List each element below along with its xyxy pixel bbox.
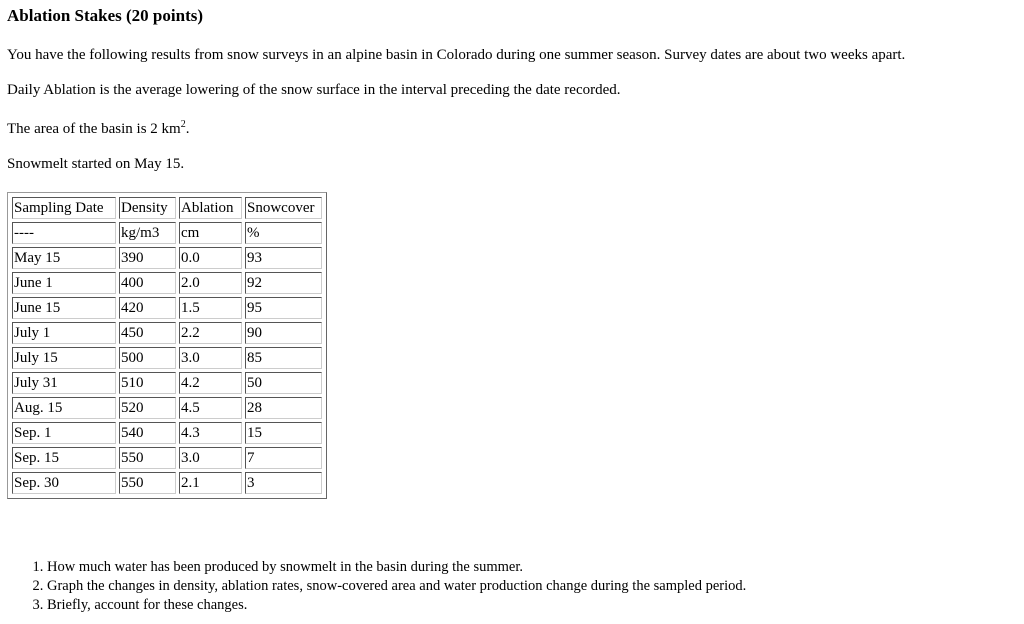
table-cell: 390 [119, 247, 176, 269]
question-item: 3. Briefly, account for these changes. [47, 596, 746, 615]
table-cell: July 15 [12, 347, 116, 369]
table-cell: 3.0 [179, 347, 242, 369]
table-cell: 4.5 [179, 397, 242, 419]
snowmelt-start: Snowmelt started on May 15. [7, 156, 185, 172]
table-cell: July 31 [12, 372, 116, 394]
page-title: Ablation Stakes (20 points) [7, 6, 204, 25]
table-cell: 90 [245, 322, 322, 344]
header-cell: Snowcover [245, 197, 322, 219]
table-cell: 1.5 [179, 297, 242, 319]
table-row [12, 347, 322, 369]
area-superscript: 2 [180, 119, 186, 130]
table-row [12, 222, 322, 244]
table-cell: May 15 [12, 247, 116, 269]
table-row [12, 472, 322, 494]
ablation-definition: Daily Ablation is the average lowering of the snow surface in the interval preceding the date recorded. [7, 82, 621, 98]
table-cell: 3.0 [179, 447, 242, 469]
table-row [12, 447, 322, 469]
table-cell: 0.0 [179, 247, 242, 269]
table-cell: ---- [12, 222, 116, 244]
table-cell: Aug. 15 [12, 397, 116, 419]
table-cell: 450 [119, 322, 176, 344]
table-cell: 520 [119, 397, 176, 419]
table-cell: 420 [119, 297, 176, 319]
survey-table [7, 192, 327, 499]
table-cell: 2.1 [179, 472, 242, 494]
table-cell: Sep. 1 [12, 422, 116, 444]
table-cell: June 15 [12, 297, 116, 319]
table-cell: kg/m3 [119, 222, 176, 244]
table-row [12, 297, 322, 319]
table-cell: 4.3 [179, 422, 242, 444]
table-cell: % [245, 222, 322, 244]
question-item: 1. How much water has been produced by snowmelt in the basin during the summer. [47, 558, 746, 577]
table-cell: 2.0 [179, 272, 242, 294]
table-cell: July 1 [12, 322, 116, 344]
question-item: 2. Graph the changes in density, ablation rates, snow-covered area and water production change during the sampled period. [47, 577, 746, 596]
table-cell: 50 [245, 372, 322, 394]
intro-paragraph: You have the following results from snow surveys in an alpine basin in Colorado during one summer season. Survey dates are about two weeks apart. [7, 47, 906, 63]
table-cell: 510 [119, 372, 176, 394]
table-cell: 2.2 [179, 322, 242, 344]
table-row [12, 272, 322, 294]
table-cell: Sep. 15 [12, 447, 116, 469]
question-list [7, 558, 746, 615]
basin-area-text: The area of the basin is 2 km [7, 121, 181, 137]
header-cell: Density [119, 197, 176, 219]
table-cell: cm [179, 222, 242, 244]
table-cell: 15 [245, 422, 322, 444]
table-row [12, 422, 322, 444]
table-cell: June 1 [12, 272, 116, 294]
table-cell: 85 [245, 347, 322, 369]
area-period: . [185, 121, 190, 137]
table-cell: 93 [245, 247, 322, 269]
header-cell: Ablation [179, 197, 242, 219]
table-row [12, 322, 322, 344]
table-cell: 28 [245, 397, 322, 419]
table-cell: 7 [245, 447, 322, 469]
table-cell: 550 [119, 447, 176, 469]
table-cell: Sep. 30 [12, 472, 116, 494]
table-cell: 540 [119, 422, 176, 444]
table-cell: 400 [119, 272, 176, 294]
table-cell: 550 [119, 472, 176, 494]
basin-area [7, 119, 189, 138]
table-header-row [12, 197, 322, 219]
table-cell: 95 [245, 297, 322, 319]
table-row [12, 397, 322, 419]
header-cell: Sampling Date [12, 197, 116, 219]
table-row [12, 247, 322, 269]
table-cell: 3 [245, 472, 322, 494]
table-row [12, 372, 322, 394]
table-cell: 500 [119, 347, 176, 369]
table-cell: 4.2 [179, 372, 242, 394]
table-cell: 92 [245, 272, 322, 294]
